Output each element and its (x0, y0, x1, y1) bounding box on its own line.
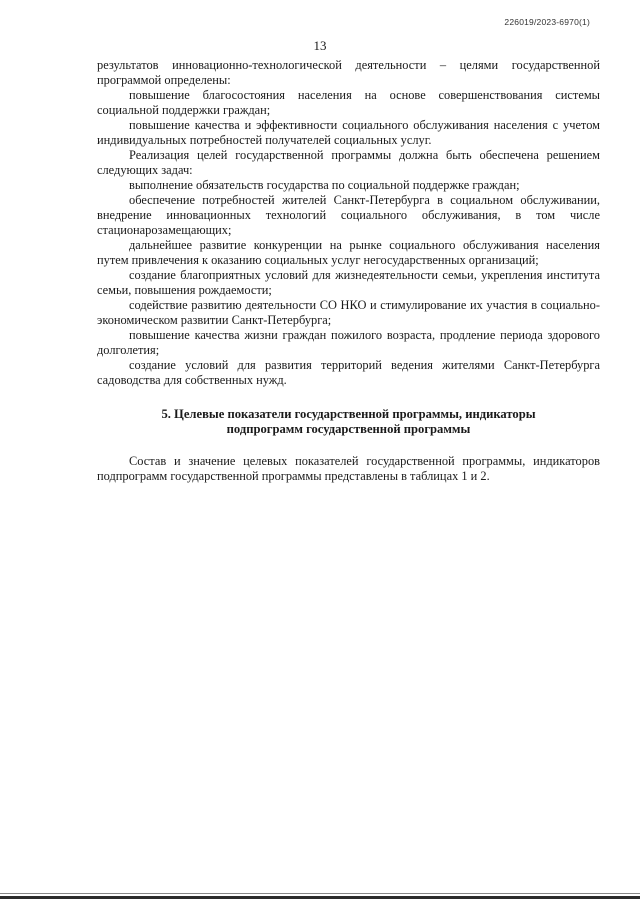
section-heading (97, 407, 600, 437)
document-id: 226019/2023-6970(1) (504, 17, 590, 27)
paragraph: результатов инновационно-технологической деятельности – целями государственной программой определены: (97, 58, 600, 87)
page-content (97, 58, 600, 484)
section-paragraph: Состав и значение целевых показателей государственной программы, индикаторов подпрограмм государственной программы представлены в таблицах 1 и 2. (97, 454, 600, 483)
paragraph: выполнение обязательств государства по социальной поддержке граждан; (129, 178, 520, 192)
scan-edge-bar (0, 896, 640, 899)
paragraph: создание условий для развития территорий ведения жителями Санкт-Петербурга садоводства для собственных нужд. (97, 358, 600, 387)
scan-edge-line (0, 893, 640, 894)
paragraph: обеспечение потребностей жителей Санкт-Петербурга в социальном обслуживании, внедрение инновационных технологий социального обслуживания, в том числе стационарозамещающих; (97, 193, 600, 237)
paragraph: создание благоприятных условий для жизнедеятельности семьи, укрепления института семьи, повышения рождаемости; (97, 268, 600, 297)
section-heading-line: подпрограмм государственной программы (226, 422, 471, 436)
page-number: 13 (313, 38, 327, 53)
paragraph: дальнейшее развитие конкуренции на рынке социального обслуживания населения путем привлечения к оказанию социальных услуг негосударственных организаций; (97, 238, 600, 267)
paragraph: повышение качества и эффективности социального обслуживания населения с учетом индивидуальных потребностей получателей социальных услуг. (97, 118, 600, 147)
paragraph: Реализация целей государственной программы должна быть обеспечена решением следующих задач: (97, 148, 600, 177)
section-heading-line: 5. Целевые показатели государственной программы, индикаторы (161, 407, 536, 421)
paragraph: повышение благосостояния населения на основе совершенствования системы социальной поддержки граждан; (97, 88, 600, 117)
paragraph: повышение качества жизни граждан пожилого возраста, продление периода здорового долголетия; (97, 328, 600, 357)
paragraph: содействие развитию деятельности СО НКО и стимулирование их участия в социально-экономическом развитии Санкт-Петербурга; (97, 298, 600, 327)
